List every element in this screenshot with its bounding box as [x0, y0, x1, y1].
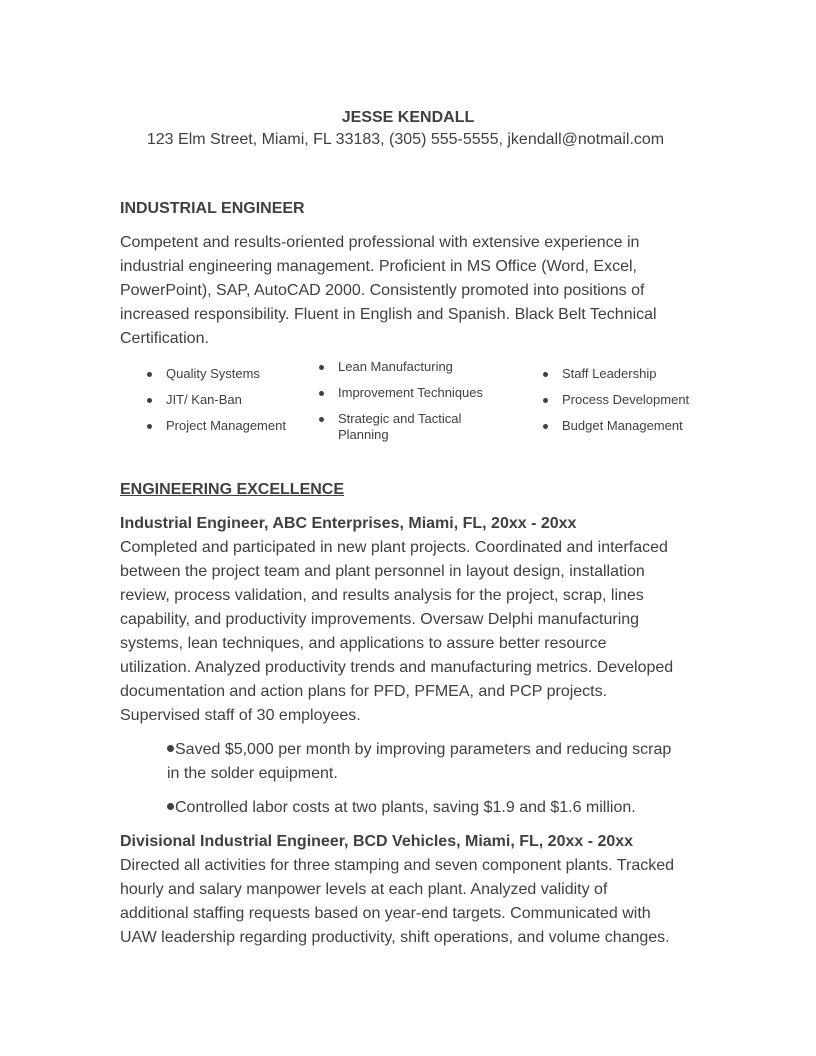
skill-item: Lean Manufacturing [318, 359, 498, 375]
summary-paragraph: Competent and results-oriented professional with extensive experience in industrial engineering management. Proficient in MS Office (Word, Excel, PowerPoint), SAP, AutoCAD 2000. Consistently promoted into positions of increased responsibility. Fluent in English and Spanish. Black Belt Technical Certification. [120, 234, 657, 347]
skill-item: Budget Management [542, 418, 689, 434]
bullet-icon [167, 745, 174, 752]
skills-column-3 [542, 366, 689, 434]
bullet-icon [167, 803, 174, 810]
skills-column-1 [146, 366, 286, 434]
bullet-icon [543, 424, 548, 429]
achievement-item: Saved $5,000 per month by improving parameters and reducing scrap in the solder equipment. [167, 741, 672, 782]
skill-item: Staff Leadership [542, 366, 689, 382]
skill-item: Project Management [146, 418, 286, 434]
objective-title: INDUSTRIAL ENGINEER [120, 200, 305, 217]
bullet-icon [543, 372, 548, 377]
job-heading: Divisional Industrial Engineer, BCD Vehicles, Miami, FL, 20xx - 20xx [120, 833, 634, 850]
bullet-icon [543, 398, 548, 403]
job-heading: Industrial Engineer, ABC Enterprises, Miami, FL, 20xx - 20xx [120, 515, 577, 532]
skill-item: Quality Systems [146, 366, 286, 382]
bullet-icon [147, 424, 152, 429]
job-description: Directed all activities for three stamping and seven component plants. Tracked hourly and salary manpower levels at each plant. Analyzed validity of additional staffing requests based on year-end targets. Communicated with UAW leadership regarding productivity, shift operations, and volume changes. [120, 857, 675, 946]
bullet-icon [319, 417, 324, 422]
achievement-item: Controlled labor costs at two plants, saving $1.9 and $1.6 million. [167, 796, 687, 820]
skill-item: Improvement Techniques [318, 385, 498, 401]
bullet-icon [319, 365, 324, 370]
skill-item: Strategic and Tactical Planning [318, 411, 478, 443]
bullet-icon [147, 372, 152, 377]
contact-info: 123 Elm Street, Miami, FL 33183, (305) 555-5555, jkendall@notmail.com [146, 131, 665, 148]
bullet-icon [147, 398, 152, 403]
job-description: Completed and participated in new plant projects. Coordinated and interfaced between the project team and plant personnel in layout design, installation review, process validation, and results analysis for the project, scrap, lines capability, and productivity improvements. Oversaw Delphi manufacturing systems, lean techniques, and applications to assure better resource utilization. Analyzed productivity trends and manufacturing metrics. Developed documentation and action plans for PFD, PFMEA, and PCP projects. Supervised staff of 30 employees. [120, 539, 674, 724]
experience-title: ENGINEERING EXCELLENCE [120, 481, 345, 498]
bullet-icon [319, 391, 324, 396]
skills-column-2 [318, 359, 498, 443]
candidate-name: JESSE KENDALL [341, 109, 475, 126]
skill-item: JIT/ Kan-Ban [146, 392, 286, 408]
skill-item: Process Development [542, 392, 689, 408]
